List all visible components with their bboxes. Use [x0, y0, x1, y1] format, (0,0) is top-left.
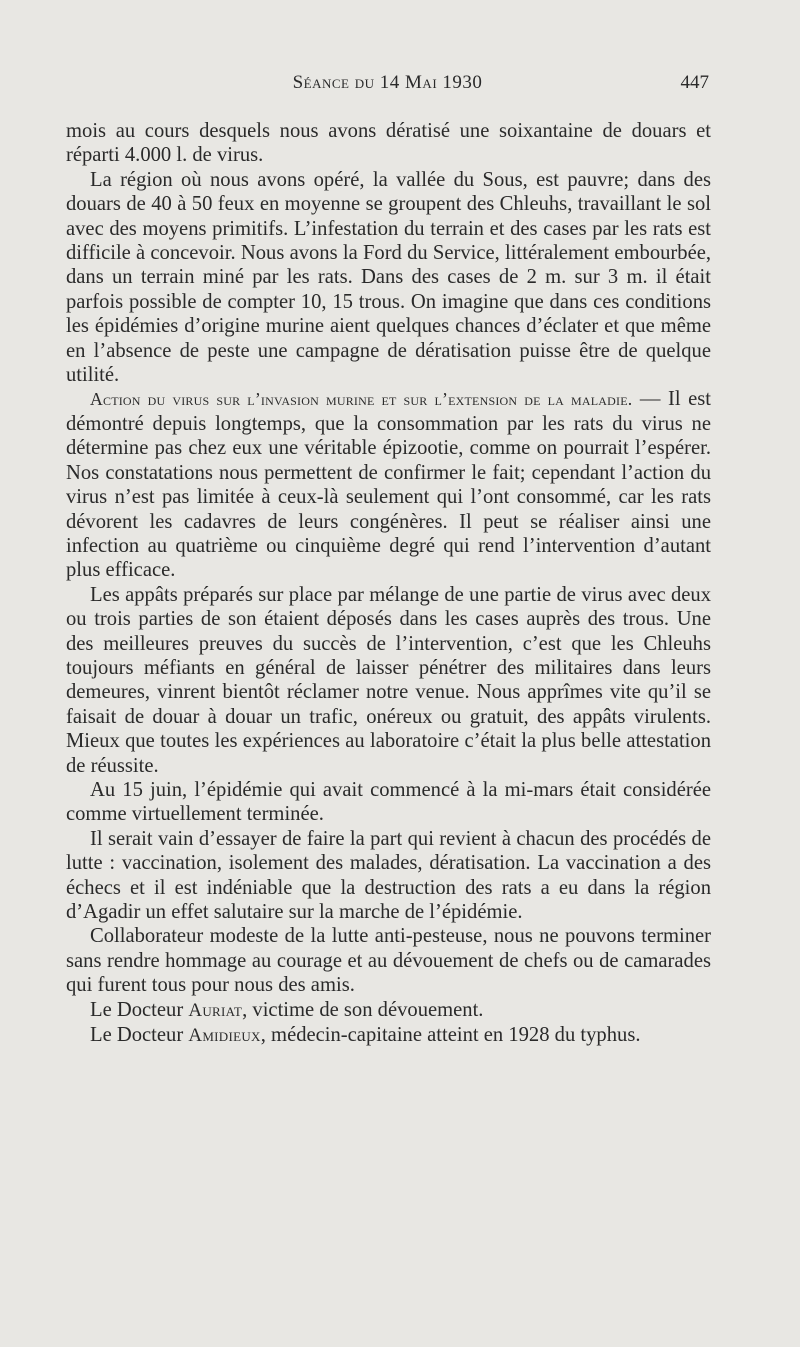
paragraph-8 — [66, 998, 711, 1023]
paragraph-3 — [66, 387, 711, 582]
doctor-name-amidieux: Amidieux — [188, 1025, 261, 1047]
paragraph-5: Au 15 juin, l’épidémie qui avait commencé à la mi-mars était considérée comme virtuellement terminée. — [66, 778, 711, 826]
doctor-name-auriat: Auriat — [188, 999, 243, 1021]
paragraph-1: mois au cours desquels nous avons dératisé une soixantaine de douars et réparti 4.000 l. de virus. — [66, 120, 711, 167]
paragraph-3-text: — Il est démontré depuis longtemps, que la consommation par les rats du virus ne détermine pas chez eux une véritable épizootie, comme on pourrait l’espérer. Nos constatations nous permettent de confirmer le fait; cependant l’action du virus n’est pas limitée à ceux-là seulement qui l’ont consommé, car les rats dévorent les cadavres de leurs congénères. Il peut se réaliser ainsi une infection au quatrième ou cinquième degré qui rend l’intervention d’autant plus efficace. — [66, 388, 711, 582]
running-title — [66, 72, 709, 94]
page-number: 447 — [680, 72, 709, 93]
paragraph-9 — [66, 1023, 711, 1048]
paragraph-4: Les appâts préparés sur place par mélange de une partie de virus avec deux ou trois parties de son étaient déposés dans les cases auprès des trous. Une des meilleures preuves du succès de l’intervention, c’est que les Chleuhs toujours méfiants en général de laisser pénétrer des militaires dans leurs demeures, vinrent bientôt réclamer notre venue. Nous apprîmes vite qu’il se faisait de douar à douar un trafic, onéreux ou gratuit, des appâts virulents. Mieux que toutes les expériences au laboratoire c’était la plus belle attestation de réussite. — [66, 583, 711, 777]
paragraph-2: La région où nous avons opéré, la vallée du Sous, est pauvre; dans des douars de 40 à 50 feux en moyenne se groupent des Chleuhs, travaillant le sol avec des moyens primitifs. L’infestation du terrain et des cases par les rats est difficile à concevoir. Nous avons la Ford du Service, littéralement embourbée, dans un terrain miné par les rats. Dans des cases de 2 m. sur 3 m. il était parfois possible de compter 10, 15 trous. On imagine que dans ces conditions les épidémies d’origine murine aient quelques chances d’éclater et que même en l’absence de peste une campagne de dératisation puisse être de quelque utilité. — [66, 168, 711, 387]
title-prefix: Séance — [292, 72, 350, 93]
paragraph-6: Il serait vain d’essayer de faire la part qui revient à chacun des procédés de lutte : vaccination, isolement des malades, dératisation. La vaccination a des échecs et il est indéniable que la destruction des rats a eu dans la région d’Agadir un effet salutaire sur la marche de l’épidémie. — [66, 827, 711, 923]
running-header — [66, 72, 709, 102]
paragraph-9-pre: Le Docteur — [90, 1024, 189, 1047]
body-text — [66, 119, 711, 1048]
title-middle: du 14 — [349, 72, 406, 93]
title-year: 1930 — [437, 72, 483, 93]
paragraph-8-post: , victime de son dévouement. — [242, 998, 484, 1021]
title-month: Mai — [405, 72, 438, 93]
paragraph-8-pre: Le Docteur — [90, 998, 189, 1021]
section-heading: Action du virus sur l’invasion murine et sur l’extension de la maladie. — [90, 389, 633, 410]
paragraph-9-post: , médecin-capitaine atteint en 1928 du typhus. — [260, 1024, 641, 1047]
paragraph-7: Collaborateur modeste de la lutte anti-pesteuse, nous ne pouvons terminer sans rendre hommage au courage et au dévouement de chefs ou de camarades qui furent tous pour nous des amis. — [66, 925, 711, 997]
